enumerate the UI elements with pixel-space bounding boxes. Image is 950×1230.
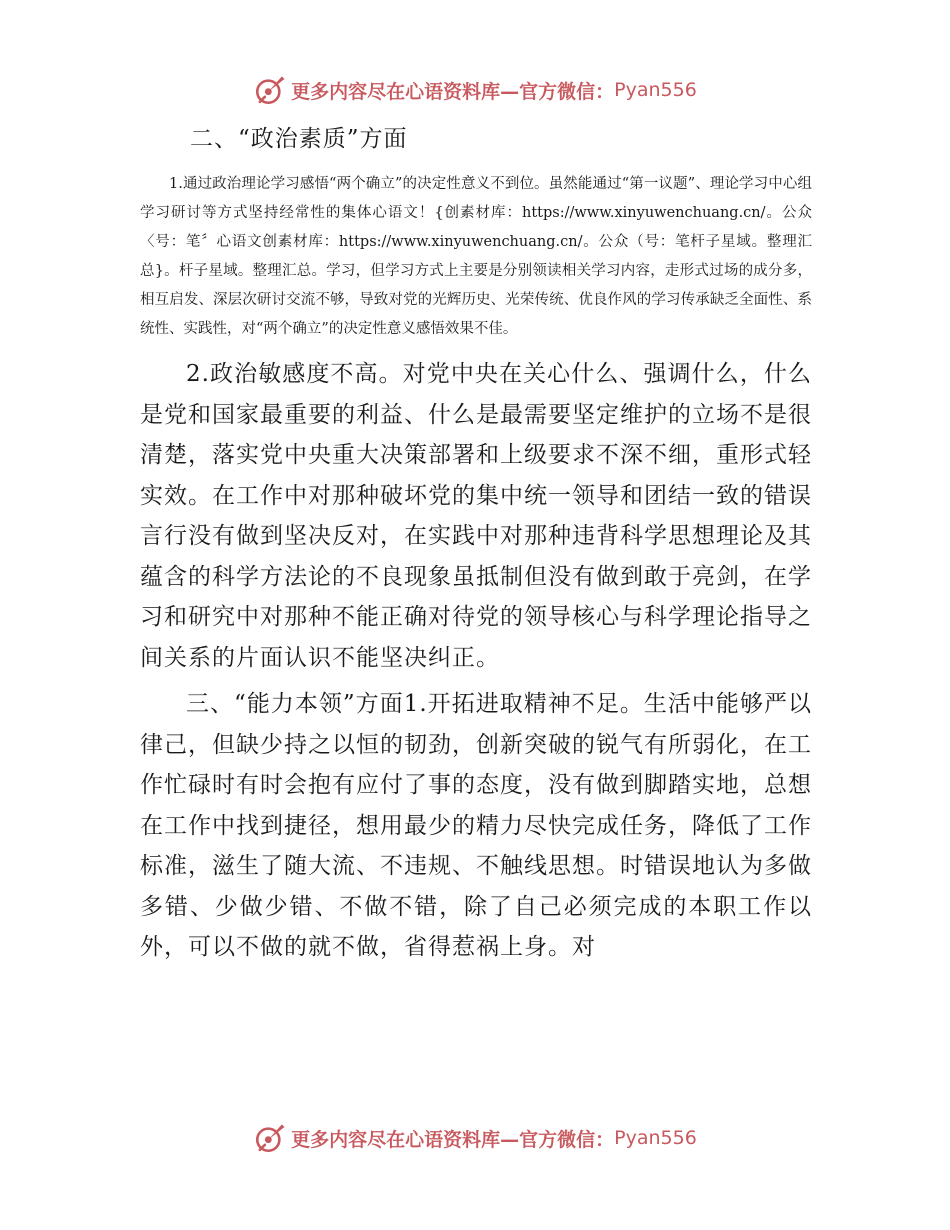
paragraph-1: 1.通过政治理论学习感悟“两个确立”的决定性意义不到位。虽然能通过“第一议题”、理论学习中心组学习研讨等方式坚持经常性的集体心语文！{创素材库：https://www.xinyuwenchuang.cn/。公众〈号：笔〞心语文创素材库：https://www.xinyuwenchuang.cn/。公众（号：笔杆子星域。整理汇总}。杆子星域。整理汇总。学习，但学习方式上主要是分别领读相关学习内容，走形式过场的成分多，相互启发、深层次研讨交流不够，导致对党的光辉历史、光荣传统、优良作风的学习传承缺乏全面性、系统性、实践性，对“两个确立”的决定性意义感悟效果不佳。 <box>140 176 812 337</box>
banner-wechat-handle: Pyan556 <box>614 1127 697 1149</box>
header-watermark-banner <box>0 70 950 110</box>
banner-wechat-handle: Pyan556 <box>614 79 697 101</box>
quill-logo-icon <box>253 73 287 107</box>
section-heading: 二、“政治素质”方面 <box>190 126 408 152</box>
footer-watermark-banner <box>0 1118 950 1158</box>
banner-text: 更多内容尽在心语资料库—官方微信： <box>291 1128 615 1151</box>
paragraph-2: 2.政治敏感度不高。对党中央在关心什么、强调什么，什么是党和国家最重要的利益、什么是最需要坚定维护的立场不是很清楚，落实党中央重大决策部署和上级要求不深不细，重形式轻实效。在工作中对那种破坏党的集中统一领导和团结一致的错误言行没有做到坚决反对，在实践中对那种违背科学思想理论及其蕴含的科学方法论的不良现象虽抵制但没有做到敢于亮剑，在学习和研究中对那种不能正确对待党的领导核心与科学理论指导之间关系的片面认识不能坚决纠正。 <box>140 361 812 671</box>
document-body <box>140 118 812 968</box>
paragraph-3: 三、“能力本领”方面1.开拓进取精神不足。生活中能够严以律己，但缺少持之以恒的韧劲，创新突破的锐气有所弱化，在工作忙碌时有时会抱有应付了事的态度，没有做到脚踏实地，总想在工作中找到捷径，想用最少的精力尽快完成任务，降低了工作标准，滋生了随大流、不违规、不触线思想。时错误地认为多做多错、少做少错、不做不错，除了自己必须完成的本职工作以外，可以不做的就不做，省得惹祸上身。对 <box>140 691 812 960</box>
quill-logo-icon <box>253 1121 287 1155</box>
banner-text: 更多内容尽在心语资料库—官方微信： <box>291 80 615 103</box>
